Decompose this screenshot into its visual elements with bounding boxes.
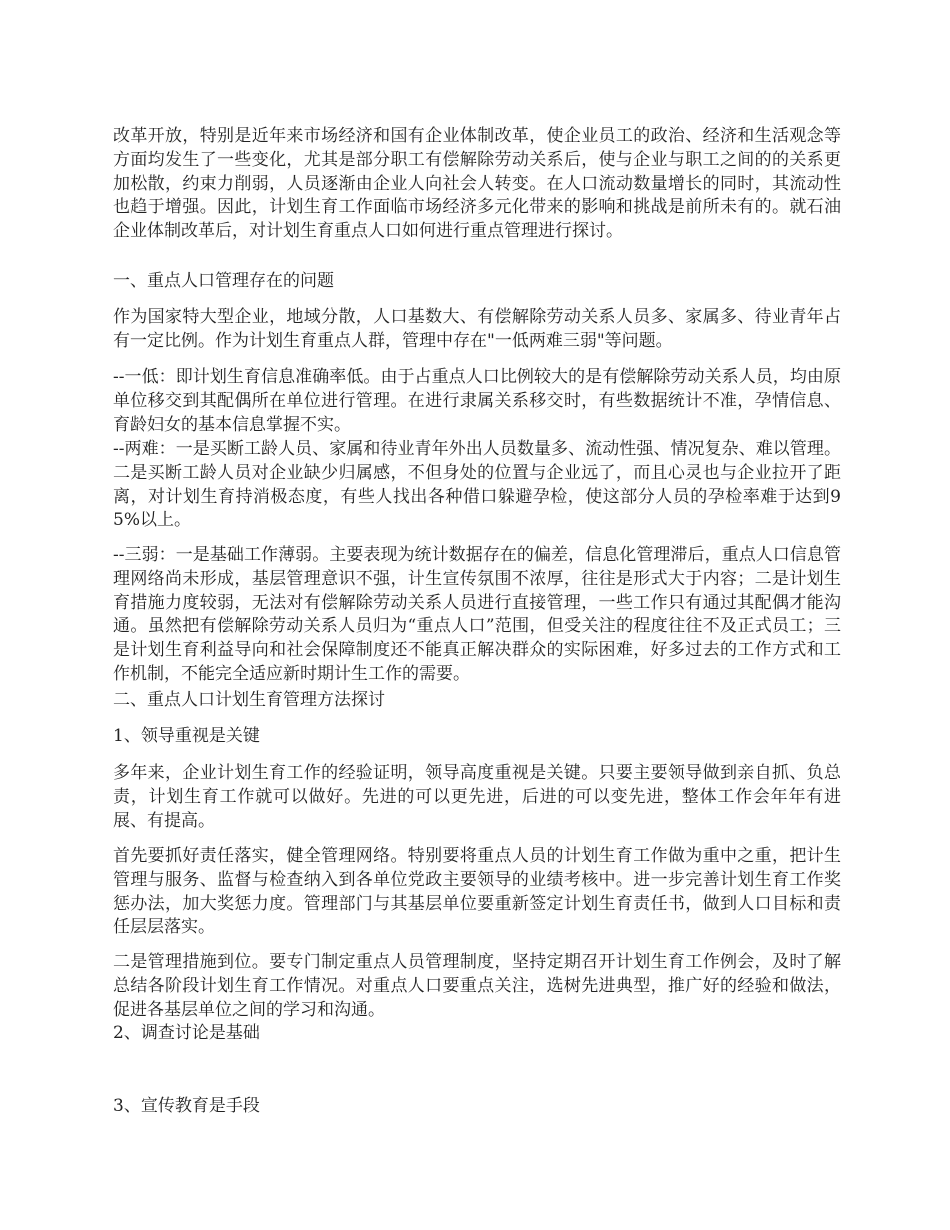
section-heading-1: 一、重点人口管理存在的问题 <box>113 271 334 291</box>
subheading-3: 3、宣传教育是手段 <box>113 1096 260 1116</box>
section-heading-2: 二、重点人口计划生育管理方法探讨 <box>113 690 385 710</box>
subheading-2: 2、调查讨论是基础 <box>113 1023 260 1043</box>
paragraph-overview: 作为国家特大型企业，地域分散，人口基数大、有偿解除劳动关系人员多、家属多、待业青年占有一定比例。作为计划生育重点人群，管理中存在"一低两难三弱"等问题。 <box>113 307 841 351</box>
paragraph-responsibility: 首先要抓好责任落实，健全管理网络。特别要将重点人员的计划生育工作做为重中之重，把计生管理与服务、监督与检查纳入到各单位党政主要领导的业绩考核中。进一步完善计划生育工作奖惩办法，加大奖惩力度。管理部门与其基层单位要重新签定计划生育责任书，做到人口目标和责任层层落实。 <box>113 846 841 938</box>
paragraph-measures: 二是管理措施到位。要专门制定重点人员管理制度，坚持定期召开计划生育工作例会，及时了解总结各阶段计划生育工作情况。对重点人口要重点关注，选树先进典型，推广好的经验和做法，促进各基层单位之间的学习和沟通。 <box>113 952 841 1020</box>
paragraph-one-low: --一低：即计划生育信息准确率低。由于占重点人口比例较大的是有偿解除劳动关系人员，均由原单位移交到其配偶所在单位进行管理。在进行隶属关系移交时，有些数据统计不准，孕情信息、育龄妇女的基本信息掌握不实。 <box>113 367 841 435</box>
paragraph-intro: 改革开放，特别是近年来市场经济和国有企业体制改革，使企业员工的政治、经济和生活观念等方面均发生了一些变化，尤其是部分职工有偿解除劳动关系后，使与企业与职工之间的的关系更加松散，约束力削弱，人员逐渐由企业人向社会人转变。在人口流动数量增长的同时，其流动性也趋于增强。因此，计划生育工作面临市场经济多元化带来的影响和挑战是前所未有的。就石油企业体制改革后，对计划生育重点人口如何进行重点管理进行探讨。 <box>113 126 841 242</box>
paragraph-leadership: 多年来，企业计划生育工作的经验证明，领导高度重视是关键。只要主要领导做到亲自抓、负总责，计划生育工作就可以做好。先进的可以更先进，后进的可以变先进，整体工作会年年有进展、有提高。 <box>113 763 841 831</box>
paragraph-three-weaknesses: --三弱：一是基础工作薄弱。主要表现为统计数据存在的偏差，信息化管理滞后，重点人口信息管理网络尚未形成，基层管理意识不强，计生宣传氛围不浓厚，往往是形式大于内容；二是计划生育措施力度较弱，无法对有偿解除劳动关系人员进行直接管理，一些工作只有通过其配偶才能沟通。虽然把有偿解除劳动关系人员归为“重点人口”范围，但受关注的程度往往不及正式员工；三是计划生育利益导向和社会保障制度还不能真正解决群众的实际困难，好多过去的工作方式和工作机制，不能完全适应新时期计生工作的需要。 <box>113 545 841 684</box>
paragraph-two-difficulties: --两难：一是买断工龄人员、家属和待业青年外出人员数量多、流动性强、情况复杂、难以管理。二是买断工龄人员对企业缺少归属感，不但身处的位置与企业远了，而且心灵也与企业拉开了距离，对计划生育持消极态度，有些人找出各种借口躲避孕检，使这部分人员的孕检率难于达到95%以上。 <box>113 439 841 531</box>
subheading-1: 1、领导重视是关键 <box>113 726 260 746</box>
